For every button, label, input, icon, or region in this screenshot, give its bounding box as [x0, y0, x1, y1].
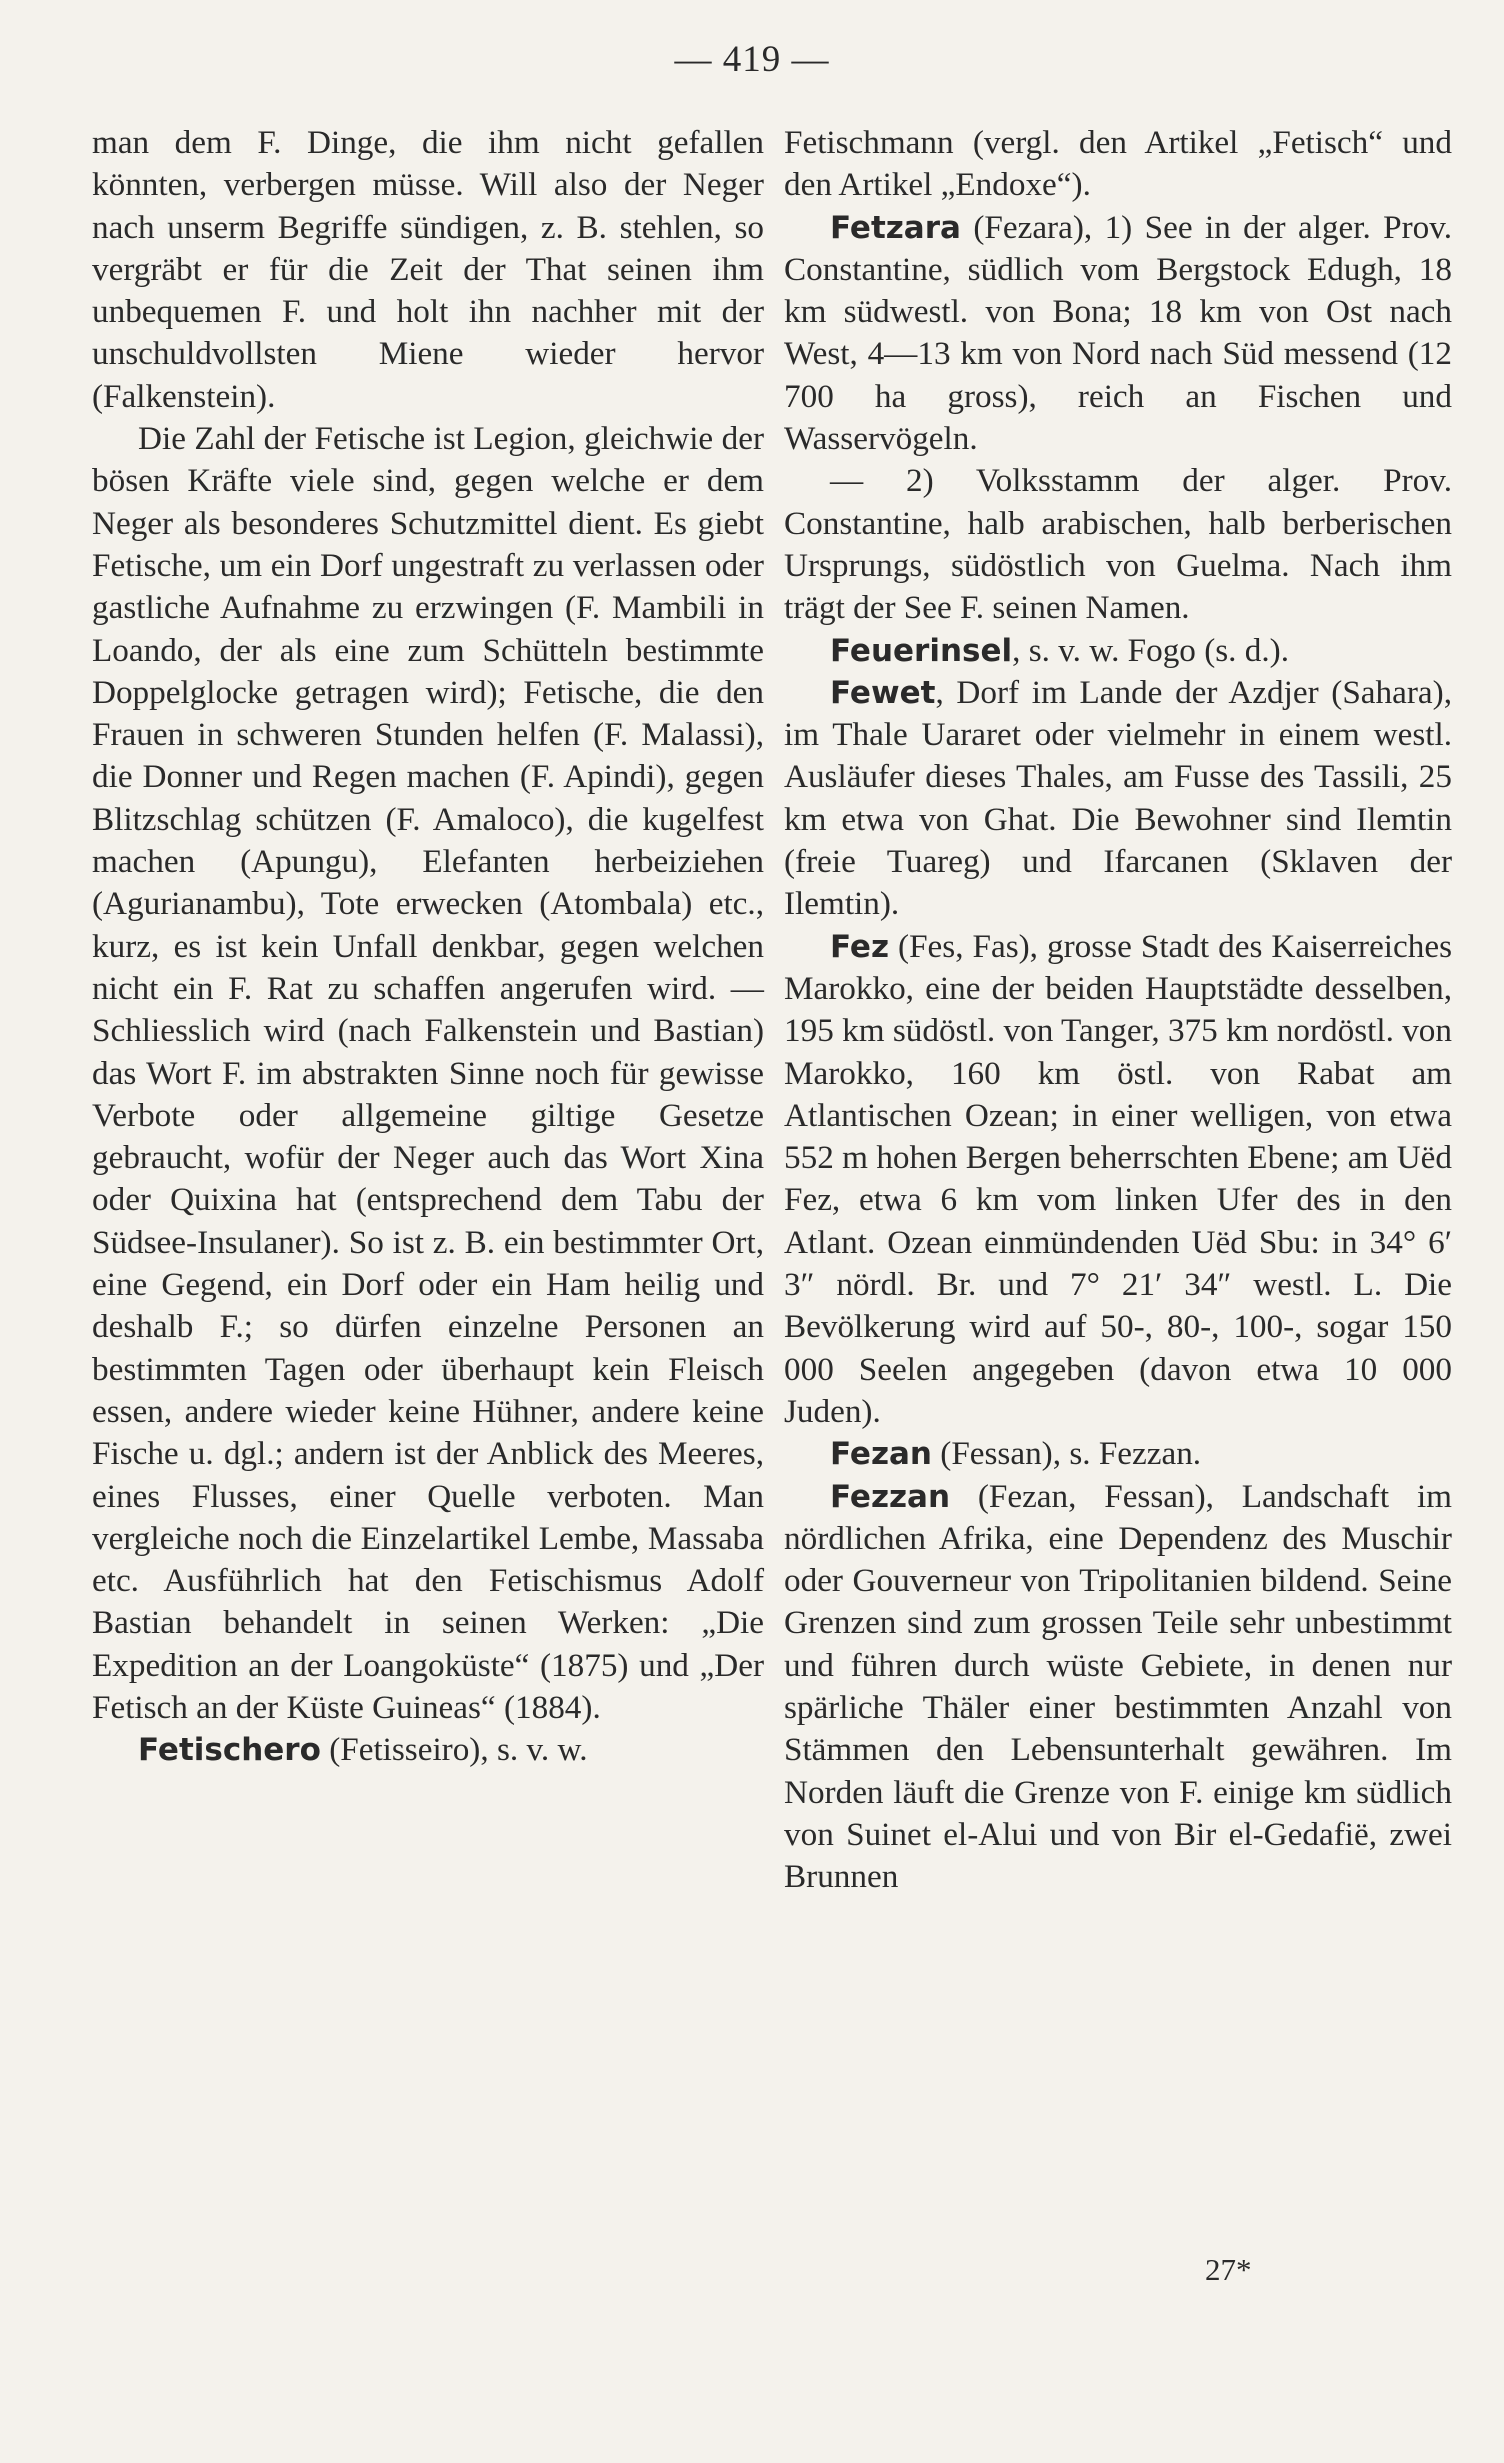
- headword: Fewet: [830, 674, 936, 711]
- headword: Fez: [830, 928, 889, 965]
- entry-text: (Fezan, Fessan), Landschaft im nördlichen Afrika, eine Dependenz des Muschir oder Gouverneur von Tripolitanien bildend. Seine Grenzen sind zum grossen Teile sehr unbestimmt und führen durch wüste Gebiete, in denen nur spärliche Thäler einer bestimmten Anzahl von Stämmen den Lebensunterhalt gewähren. Im Norden läuft die Grenze von F. einige km südlich von Suinet el-Alui und von Bir el-Gedafië, zwei Brunnen: [784, 1477, 1452, 1896]
- headword: Fetzara: [830, 209, 961, 246]
- entry-text: , s. v. w. Fogo (s. d.).: [1012, 631, 1289, 669]
- headword: Fezzan: [830, 1478, 951, 1515]
- entry-feuerinsel: [784, 630, 1452, 672]
- signature-mark: 27*: [1205, 2252, 1252, 2287]
- entry-text: , Dorf im Lande der Azdjer (Sahara), im Thale Uararet oder vielmehr in einem westl. Ausläufer dieses Thales, am Fusse des Tassili, 25 km etwa von Ghat. Die Bewohner sind Ilemtin (freie Tuareg) und Ifarcanen (Sklaven der Ilemtin).: [784, 673, 1452, 923]
- entry-text: (Fezara), 1) See in der alger. Prov. Constantine, südlich vom Bergstock Edugh, 18 km südwestl. von Bona; 18 km von Ost nach West, 4—13 km von Nord nach Süd messend (12 700 ha gross), reich an Fischen und Wasservögeln.: [784, 208, 1452, 458]
- headword: Fezan: [830, 1436, 932, 1473]
- headword: Feuerinsel: [830, 632, 1013, 669]
- headword: Fetischero: [138, 1732, 321, 1769]
- paragraph: man dem F. Dinge, die ihm nicht gefallen könnten, verbergen müsse. Will also der Neger nach unserm Begriffe sündigen, z. B. stehlen, so vergräbt er für die Zeit der That seinen ihm unbequemen F. und holt ihn nachher mit der unschuldvollsten Miene wieder hervor (Falkenstein).: [92, 124, 764, 415]
- entry-fetischero: [92, 1729, 764, 1771]
- paragraph: Die Zahl der Fetische ist Legion, gleichwie der bösen Kräfte viele sind, gegen welche er dem Neger als besonderes Schutzmittel dient. Es giebt Fetische, um ein Dorf ungestraft zu verlassen oder gastliche Aufnahme zu erzwingen (F. Mambili in Loando, der als eine zum Schütteln bestimmte Doppelglocke getragen wird); Fetische, die den Frauen in schweren Stunden helfen (F. Malassi), die Donner und Regen machen (F. Apindi), gegen Blitzschlag schützen (F. Amaloco), die kugelfest machen (Apungu), Elefanten herbeiziehen (Agurianambu), Tote erwecken (Atombala) etc., kurz, es ist kein Unfall denkbar, gegen welchen nicht ein F. Rat zu schaffen angerufen wird. — Schliesslich wird (nach Falkenstein und Bastian) das Wort F. im abstrakten Sinne noch für gewisse Verbote oder allgemeine giltige Gesetze gebraucht, wofür der Neger auch das Wort Xina oder Quixina hat (entsprechend dem Tabu der Südsee-Insulaner). So ist z. B. ein bestimmter Ort, eine Gegend, ein Dorf oder ein Ham heilig und deshalb F.; so dürfen einzelne Personen an bestimmten Tagen oder überhaupt kein Fleisch essen, andere wieder keine Hühner, andere keine Fische u. dgl.; andern ist der Anblick des Meeres, eines Flusses, einer Quelle verboten. Man vergleiche noch die Einzelartikel Lembe, Massaba etc. Ausführlich hat den Fetischismus Adolf Bastian behandelt in seinen Werken: „Die Expedition an der Loangoküste“ (1875) und „Der Fetisch an der Küste Guineas“ (1884).: [92, 420, 764, 1726]
- entry-text: (Fetisseiro), s. v. w.: [320, 1731, 588, 1769]
- left-column: [92, 122, 764, 1772]
- entry-fez: [784, 926, 1452, 1434]
- paragraph: Fetischmann (vergl. den Artikel „Fetisch“ und den Artikel „Endoxe“).: [784, 124, 1452, 204]
- entry-text: (Fes, Fas), grosse Stadt des Kaiserreiches Marokko, eine der beiden Hauptstädte desselben, 195 km südöstl. von Tanger, 375 km nordöstl. von Marokko, 160 km östl. von Rabat am Atlantischen Ozean; in einer welligen, von etwa 552 m hohen Bergen beherrschten Ebene; am Uëd Fez, etwa 6 km vom linken Ufer des in den Atlant. Ozean einmündenden Uëd Sbu: in 34° 6′ 3″ nördl. Br. und 7° 21′ 34″ westl. L. Die Bevölkerung wird auf 50-, 80-, 100-, sogar 150 000 Seelen angegeben (davon etwa 10 000 Juden).: [784, 927, 1452, 1430]
- entry-fetzara: [784, 207, 1452, 461]
- right-column: [784, 122, 1452, 1898]
- entry-fezzan: [784, 1476, 1452, 1899]
- entry-fezan: [784, 1433, 1452, 1475]
- page-number: — 419 —: [674, 39, 830, 80]
- entry-fewet: [784, 672, 1452, 926]
- paragraph: — 2) Volksstamm der alger. Prov. Constantine, halb arabischen, halb berberischen Ursprungs, südöstlich von Guelma. Nach ihm trägt der See F. seinen Namen.: [784, 462, 1452, 627]
- entry-text: (Fessan), s. Fezzan.: [931, 1435, 1202, 1473]
